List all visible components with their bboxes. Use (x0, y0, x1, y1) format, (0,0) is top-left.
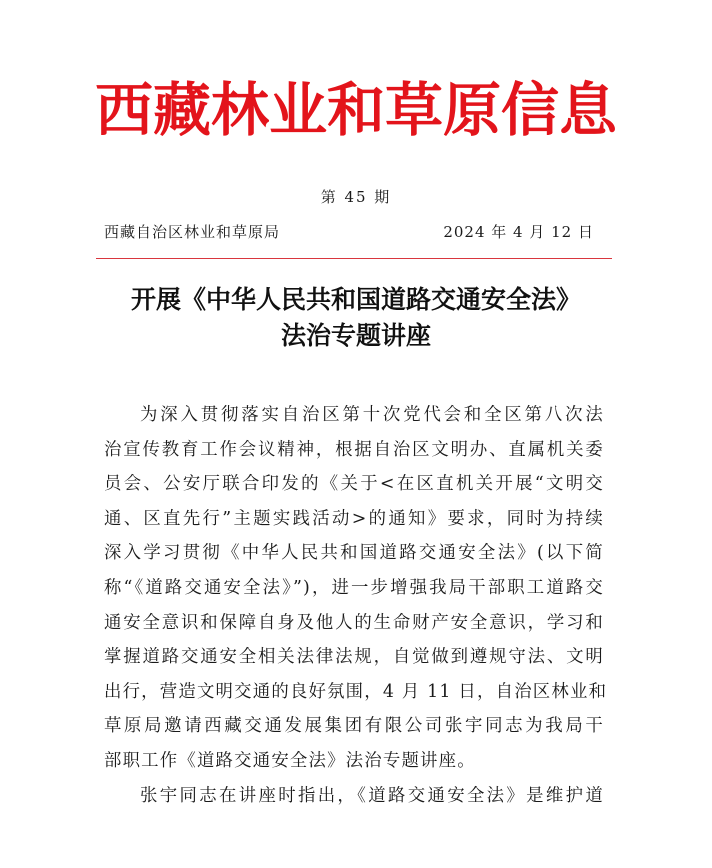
issue-number: 第 45 期 (320, 188, 392, 206)
body-line: 员会、公安厅联合印发的《关于<在区直机关开展“文明交 (104, 474, 604, 495)
article-title (40, 282, 672, 354)
issuing-agency: 西藏自治区林业和草原局 (104, 223, 281, 241)
article-title-line-2: 法治专题讲座 (280, 321, 431, 350)
header-divider (96, 258, 612, 259)
body-line: 治宣传教育工作会议精神，根据自治区文明办、直属机关委 (104, 439, 604, 460)
body-line: 草原局邀请西藏交通发展集团有限公司张宇同志为我局干 (104, 716, 604, 737)
body-line: 为深入贯彻落实自治区第十次党代会和全区第八次法 (140, 405, 604, 425)
body-line: 部职工作《道路交通安全法》法治专题讲座。 (104, 750, 476, 771)
body-line: 通安全意识和保障自身及他人的生命财产安全意识，学习和 (104, 612, 604, 633)
newsletter-masthead: 西藏林业和草原信息 (94, 76, 617, 144)
body-line: 通、区直先行”主题实践活动>的通知》要求，同时为持续 (104, 508, 604, 529)
body-line: 张宇同志在讲座时指出，《道路交通安全法》是维护道 (140, 785, 604, 806)
article-body (104, 398, 608, 813)
issue-date: 2024 年 4 月 12 日 (443, 223, 594, 241)
body-line: 掌握道路交通安全相关法律法规，自觉做到遵规守法、文明 (104, 647, 604, 668)
article-title-line-1: 开展《中华人民共和国道路交通安全法》 (130, 285, 581, 314)
body-line: 称“《道路交通安全法》”)，进一步增强我局干部职工道路交 (104, 577, 604, 598)
body-line: 深入学习贯彻《中华人民共和国道路交通安全法》(以下简 (104, 543, 604, 564)
body-line: 出行，营造文明交通的良好氛围，4 月 11 日，自治区林业和 (104, 681, 608, 702)
